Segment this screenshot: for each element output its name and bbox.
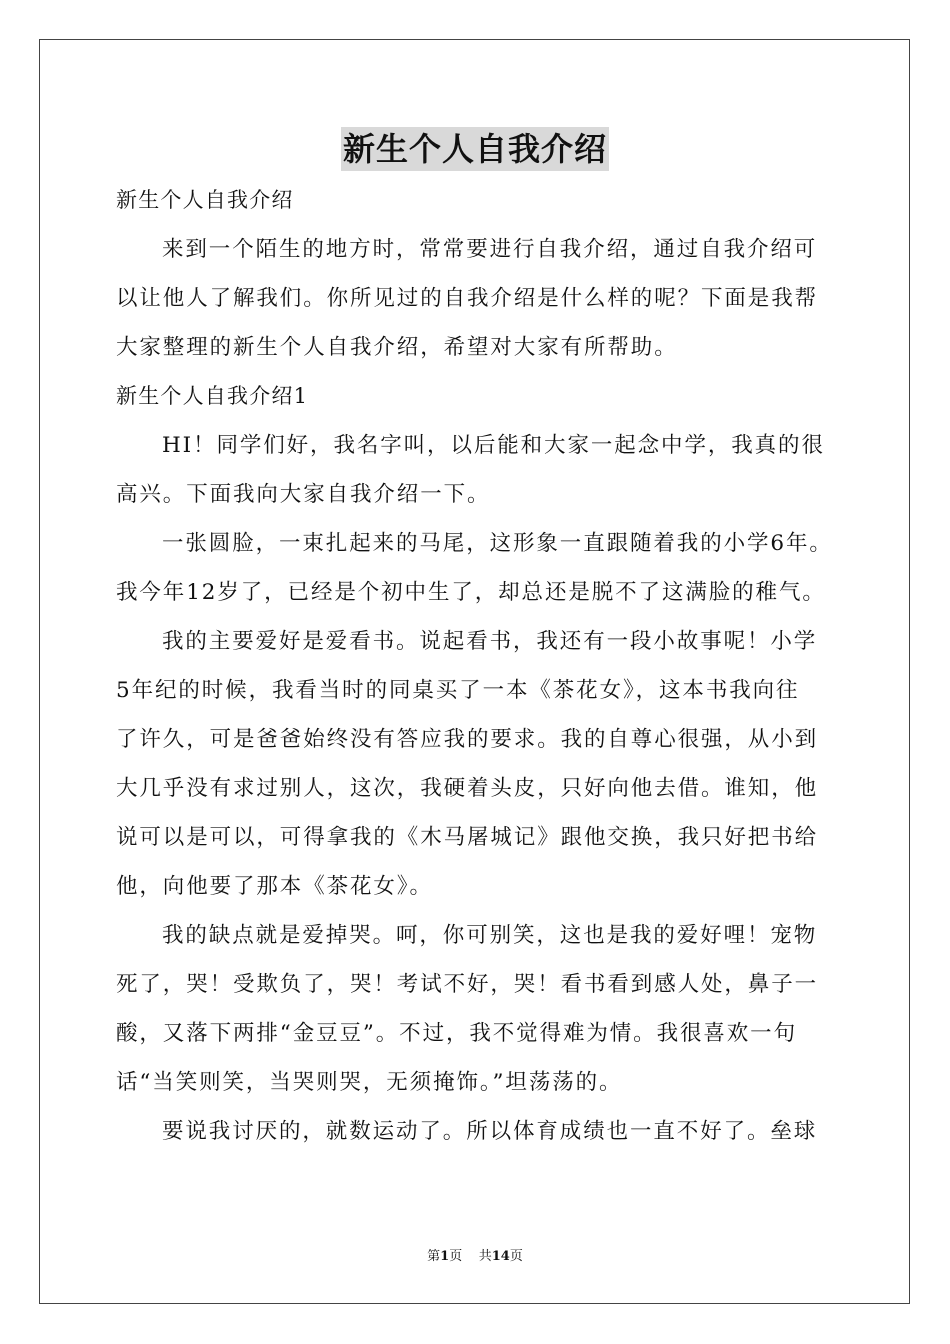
footer-total-prefix: 共 <box>478 1249 492 1264</box>
paragraph-line: 来到一个陌生的地方时，常常要进行自我介绍，通过自我介绍可 <box>162 237 818 262</box>
paragraph-line: 我今年12岁了，已经是个初中生了，却总还是脱不了这满脸的稚气。 <box>116 580 826 605</box>
paragraph-line: 说可以是可以，可得拿我的《木马屠城记》跟他交换，我只好把书给 <box>116 825 819 850</box>
paragraph-line: 我的主要爱好是爱看书。说起看书，我还有一段小故事呢！小学 <box>162 629 818 654</box>
document-body <box>116 176 836 1156</box>
paragraph-line: HI！同学们好，我名字叫，以后能和大家一起念中学，我真的很 <box>162 433 825 458</box>
footer-page-number: 1 <box>440 1249 450 1264</box>
footer-page-suffix: 页 <box>449 1249 463 1264</box>
paragraph-line: 我的缺点就是爱掉哭。呵，你可别笑，这也是我的爱好哩！宠物 <box>162 923 818 948</box>
section-heading: 新生个人自我介绍1 <box>116 384 309 408</box>
paragraph-line: 高兴。下面我向大家自我介绍一下。 <box>116 482 491 507</box>
page-footer <box>0 1247 950 1267</box>
paragraph-line: 大几乎没有求过别人，这次，我硬着头皮，只好向他去借。谁知，他 <box>116 776 819 801</box>
section-heading: 新生个人自我介绍 <box>116 188 294 212</box>
footer-page-prefix: 第 <box>427 1249 441 1264</box>
paragraph-line: 了许久，可是爸爸始终没有答应我的要求。我的自尊心很强，从小到 <box>116 727 819 752</box>
paragraph-line: 一张圆脸，一束扎起来的马尾，这形象一直跟随着我的小学6年。 <box>162 531 833 556</box>
paragraph-line: 要说我讨厌的，就数运动了。所以体育成绩也一直不好了。垒球 <box>162 1119 818 1144</box>
paragraph-line: 话“当笑则笑，当哭则哭，无须掩饰。”坦荡荡的。 <box>116 1070 623 1095</box>
paragraph-line: 大家整理的新生个人自我介绍，希望对大家有所帮助。 <box>116 335 678 360</box>
footer-total-suffix: 页 <box>509 1249 523 1264</box>
paragraph-line: 他，向他要了那本《茶花女》。 <box>116 874 433 899</box>
paragraph-line: 以让他人了解我们。你所见过的自我介绍是什么样的呢？下面是我帮 <box>116 286 819 311</box>
paragraph-line: 酸，又落下两排“金豆豆”。不过，我不觉得难为情。我很喜欢一句 <box>116 1021 797 1046</box>
title-container <box>0 127 950 171</box>
paragraph-line: 死了，哭！受欺负了，哭！考试不好，哭！看书看到感人处，鼻子一 <box>116 972 819 997</box>
footer-total-pages: 14 <box>491 1249 510 1264</box>
document-title: 新生个人自我介绍 <box>341 127 609 171</box>
paragraph-line: 5年纪的时候，我看当时的同桌买了一本《茶花女》，这本书我向往 <box>116 678 800 703</box>
